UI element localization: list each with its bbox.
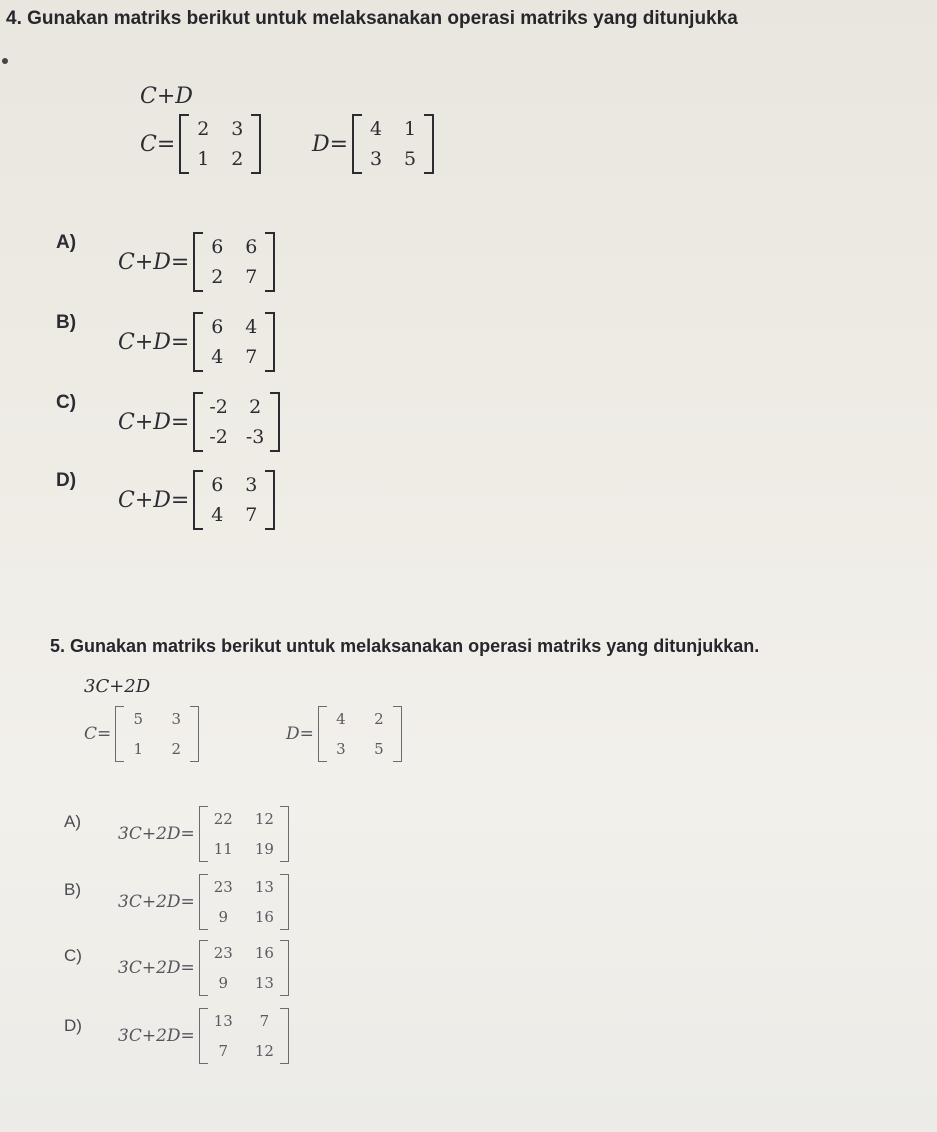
matrix-cell: 3 [370,148,383,170]
matrix-d-definition [312,114,434,174]
matrix-cell: 12 [254,810,274,828]
option-b-answer[interactable] [118,312,275,372]
matrix-cell: 3 [231,118,244,140]
bracket-right [265,312,275,372]
matrix-cell: 3 [245,474,258,496]
matrix-cell: 7 [245,504,258,526]
option-label: C+D= [118,487,190,513]
option-a-letter[interactable]: A) [64,812,81,831]
matrix-cell: 5 [374,740,384,758]
matrix-cell: 16 [254,908,274,926]
matrix-cell: 23 [213,878,233,896]
bracket-left [318,706,327,762]
matrix-c-definition [84,706,199,762]
matrix-d [318,706,402,762]
margin-mark [2,58,8,64]
option-d-letter[interactable]: D) [56,470,77,491]
matrix-cell: 4 [370,118,383,140]
option-a-answer[interactable] [118,806,289,862]
matrix-cell: 6 [211,316,224,338]
bracket-left [115,706,124,762]
bracket-left [193,470,203,530]
matrix-c-definition [140,114,261,174]
matrix-cell: 9 [218,908,229,926]
option-a-answer[interactable] [118,232,275,292]
matrix-cell: 7 [218,1042,229,1060]
matrix-cell: 19 [254,840,274,858]
bracket-left [199,940,208,996]
matrix-d [352,114,434,174]
option-label: 3C+2D= [118,824,195,844]
matrix-cell: 2 [231,148,244,170]
matrix-cell: -3 [245,426,265,448]
option-b-letter[interactable]: B) [56,312,77,333]
option-b-answer[interactable] [118,874,289,930]
answer-matrix [199,806,289,862]
answer-matrix [193,470,275,530]
answer-matrix [193,232,275,292]
matrix-d-definition [286,706,402,762]
matrix-cell: 11 [213,840,233,858]
bracket-right [270,392,280,452]
matrix-cell: 23 [213,944,233,962]
matrix-cell: -2 [209,396,228,418]
bracket-right [265,232,275,292]
matrix-cell: 2 [374,710,384,728]
matrix-cell: 4 [211,504,224,526]
answer-matrix [193,312,275,372]
bracket-right [280,874,289,930]
matrix-cell: 2 [197,118,210,140]
option-c-answer[interactable] [118,392,280,452]
question-5-title: 5. Gunakan matriks berikut untuk melaksanakan operasi matriks yang ditunjukkan. [50,636,760,656]
matrix-cell: 7 [259,1012,270,1030]
matrix-cell: 5 [404,148,417,170]
matrix-cell: 1 [404,118,417,140]
bracket-left [199,874,208,930]
answer-matrix [193,392,280,452]
matrix-cell: 6 [211,236,224,258]
bracket-right [280,940,289,996]
bracket-left [199,1008,208,1064]
matrix-cell: 12 [254,1042,274,1060]
matrix-c [115,706,199,762]
bracket-left [199,806,208,862]
option-a-letter[interactable]: A) [56,232,77,253]
matrix-cell: 1 [133,740,144,758]
matrix-d-label: D= [286,724,314,744]
option-label: C+D= [118,409,190,435]
matrix-cell: 6 [211,474,224,496]
option-c-letter[interactable]: C) [56,392,77,413]
matrix-cell: 4 [336,710,346,728]
matrix-c-label: C= [140,131,176,157]
bracket-left [352,114,362,174]
matrix-cell: 3 [171,710,182,728]
option-b-letter[interactable]: B) [64,880,81,899]
bracket-right [280,1008,289,1064]
option-label: C+D= [118,329,190,355]
matrix-cell: 7 [245,266,258,288]
option-label: 3C+2D= [118,958,195,978]
option-d-answer[interactable] [118,470,275,530]
question-5-expression: 3C+2D [84,676,151,697]
matrix-cell: 1 [197,148,210,170]
matrix-cell: 22 [213,810,233,828]
bracket-right [280,806,289,862]
option-label: C+D= [118,249,190,275]
bracket-right [251,114,261,174]
option-d-answer[interactable] [118,1008,289,1064]
option-d-letter[interactable]: D) [64,1016,82,1035]
answer-matrix [199,940,289,996]
matrix-c [179,114,261,174]
question-4-title: 4. Gunakan matriks berikut untuk melaksanakan operasi matriks yang ditunjukka [6,8,738,29]
bracket-right [190,706,199,762]
matrix-cell: 7 [245,346,258,368]
matrix-c-label: C= [84,724,112,744]
matrix-cell: 3 [336,740,346,758]
matrix-cell: 13 [254,878,274,896]
question-4-expression: C+D [140,84,193,109]
matrix-cell: 2 [249,396,262,418]
matrix-cell: 5 [133,710,144,728]
bracket-left [193,312,203,372]
bracket-right [424,114,434,174]
matrix-d-label: D= [312,131,349,157]
matrix-cell: 6 [245,236,258,258]
option-c-letter[interactable]: C) [64,946,82,965]
option-c-answer[interactable] [118,940,289,996]
option-label: 3C+2D= [118,1026,195,1046]
answer-matrix [199,874,289,930]
matrix-cell: 2 [171,740,182,758]
matrix-cell: 2 [211,266,224,288]
matrix-cell: 9 [218,974,229,992]
bracket-left [179,114,189,174]
matrix-cell: 16 [254,944,274,962]
matrix-cell: -2 [209,426,228,448]
bracket-left [193,232,203,292]
bracket-left [193,392,203,452]
matrix-cell: 4 [211,346,224,368]
matrix-cell: 13 [254,974,274,992]
answer-matrix [199,1008,289,1064]
bracket-right [265,470,275,530]
matrix-cell: 13 [213,1012,233,1030]
matrix-cell: 4 [245,316,258,338]
option-label: 3C+2D= [118,892,195,912]
bracket-right [393,706,402,762]
